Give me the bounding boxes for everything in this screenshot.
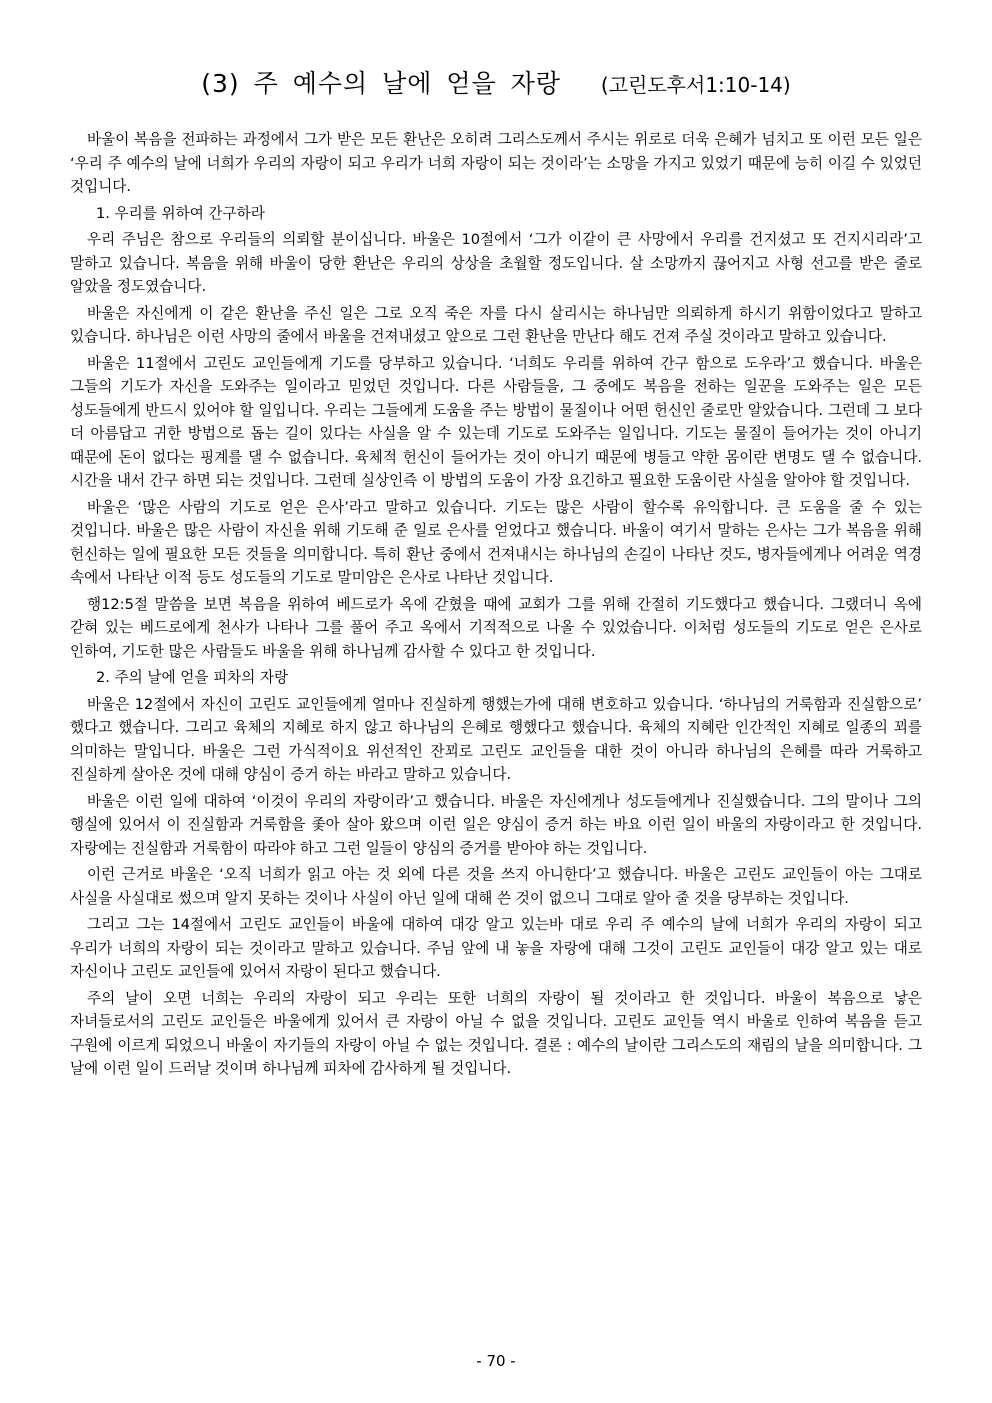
- paragraph: 바울은 자신에게 이 같은 환난을 주신 일은 그로 오직 죽은 자를 다시 살리시는 하나님만 의뢰하게 하시기 위함이었다고 말하고 있습니다. 하나님은 이런 사망의 줄에서 바울을 건져내셨고 앞으로 그런 환난을 만난다 해도 건져 주실 것이라고 말하고 있습니다.: [70, 304, 922, 345]
- paragraph: 바울은 11절에서 고린도 교인들에게 기도를 당부하고 있습니다. ‘너희도 우리를 위하여 간구 함으로 도우라’고 했습니다. 바울은 그들의 기도가 자신을 도와주는 일이라고 믿었던 것입니다. 다른 사람들을, 그 중에도 복음을 전하는 일꾼을 도와주는 일은 모든 성도들에게 반드시 있어야 할 일입니다. 우리는 그들에게 도움을 주는 방법이 물질이나 어떤 헌신인 줄로만 알았습니다. 그런데 그 보다 더 아름답고 귀한 방법으로 돕는 길이 있다는 사실을 알 수 있는데 기도로 도와주는 일입니다. 기도는 물질이 들어가는 것이 아니기 때문에 돈이 없다는 핑계를 댈 수 없습니다. 육체적 헌신이 들어가는 것이 아니기 때문에 병들고 약한 몸이란 변명도 댈 수 없습니다. 시간을 내서 간구 하면 되는 것입니다. 그런데 실상인즉 이 방법의 도움이 가장 요긴하고 필요한 도움이란 사실을 알아야 할 것입니다.: [70, 354, 922, 489]
- paragraph: 바울은 12절에서 자신이 고린도 교인들에게 얼마나 진실하게 행했는가에 대해 변호하고 있습니다. ‘하나님의 거룩함과 진실함으로’ 했다고 했습니다. 그리고 육체의 지혜로 하지 않고 하나님의 은혜로 행했다고 했습니다. 육체의 지혜란 인간적인 지혜로 일종의 꾀를 의미하는 말입니다. 바울은 그런 가식적이요 위선적인 잔꾀로 고린도 교인들을 대한 것이 아니라 하나님의 은혜를 따라 거룩하고 진실하게 살아온 것에 대해 양심이 증거 하는 바라고 말하고 있습니다.: [70, 695, 922, 783]
- paragraph: 바울은 이런 일에 대하여 ‘이것이 우리의 자랑이라’고 했습니다. 바울은 자신에게나 성도들에게나 진실했습니다. 그의 말이나 그의 행실에 있어서 이 진실함과 거룩함을 좇아 살아 왔으며 이런 일은 양심이 증거 하는 바요 이런 일이 바울의 자랑이라고 한 것입니다. 자랑에는 진실함과 거룩함이 따라야 하고 그런 일들이 양심의 증거를 받아야 하는 것입니다.: [70, 792, 922, 857]
- section-heading: 2. 주의 날에 얻을 피차의 자랑: [96, 669, 289, 686]
- page-number: - 70 -: [476, 1352, 516, 1370]
- scripture-reference: (고린도후서1:10-14): [600, 73, 791, 97]
- section-heading: 1. 우리를 위하여 간구하라: [96, 204, 265, 222]
- paragraph: 주의 날이 오면 너희는 우리의 자랑이 되고 우리는 또한 너희의 자랑이 될 것이라고 한 것입니다. 바울이 복음으로 낳은 자녀들로서의 고린도 교인들은 바울에게 있어서 큰 자랑이 아닐 수 없을 것입니다. 고린도 교인들 역시 바울로 인하여 복음을 듣고 구원에 이르게 되었으니 바울이 자기들의 자랑이 아닐 수 없는 것입니다. 결론 : 예수의 날이란 그리스도의 재림의 날을 의미합니다. 그 날에 이런 일이 드러날 것이며 하나님께 피차에 감사하게 될 것입니다.: [70, 989, 922, 1077]
- page-title: [0, 64, 992, 100]
- document-body: [70, 128, 922, 1084]
- paragraph: 이런 근거로 바울은 ‘오직 너희가 읽고 아는 것 외에 다른 것을 쓰지 아니한다’고 했습니다. 바울은 고린도 교인들이 아는 그대로 사실을 사실대로 썼으며 알지 못하는 것이나 사실이 아닌 일에 대해 쓴 것이 없으니 그대로 알아 줄 것을 당부하는 것입니다.: [70, 866, 922, 907]
- paragraph: 바울은 ‘많은 사람의 기도로 얻은 은사’라고 말하고 있습니다. 기도는 많은 사람이 할수록 유익합니다. 큰 도움을 줄 수 있는 것입니다. 바울은 많은 사람이 자신을 위해 기도해 준 일로 은사를 얻었다고 했습니다. 바울이 여기서 말하는 은사는 그가 복음을 위해 헌신하는 일에 필요한 모든 것들을 의미합니다. 특히 환난 중에서 건져내시는 하나님의 손길이 나타난 것도, 병자들에게나 어려운 역경 속에서 나타난 이적 등도 성도들의 기도로 말미암은 은사로 나타난 것입니다.: [70, 498, 922, 586]
- paragraph: 그리고 그는 14절에서 고린도 교인들이 바울에 대하여 대강 알고 있는바 대로 우리 주 예수의 날에 너희가 우리의 자랑이 되고 우리가 너희의 자랑이 되는 것이라고 말하고 있습니다. 주님 앞에 내 놓을 자랑에 대해 그것이 고린도 교인들이 대강 알고 있는 대로 자신이나 고린도 교인들에 있어서 자랑이 된다고 했습니다.: [70, 916, 922, 980]
- paragraph: 바울이 복음을 전파하는 과정에서 그가 받은 모든 환난은 오히려 그리스도께서 주시는 위로로 더욱 은혜가 넘치고 또 이런 모든 일은 ‘우리 주 예수의 날에 너희가 우리의 자랑이 되고 우리가 너희 자랑이 되는 것이라’는 소망을 가지고 있었기 때문에 능히 이길 수 있었던 것입니다.: [70, 131, 922, 195]
- paragraph: 행12:5절 말씀을 보면 복음을 위하여 베드로가 옥에 갇혔을 때에 교회가 그를 위해 간절히 기도했다고 했습니다. 그랬더니 옥에 갇혀 있는 베드로에게 천사가 나타나 그를 풀어 주고 옥에서 기적적으로 나올 수 있었습니다. 이처럼 성도들의 기도로 얻은 은사로 인하여, 기도한 많은 사람들도 바울을 위해 하나님께 감사할 수 있다고 한 것입니다.: [70, 595, 922, 660]
- title-main: (3) 주 예수의 날에 얻을 자랑: [201, 69, 561, 98]
- paragraph: 우리 주님은 참으로 우리들의 의뢰할 분이십니다. 바울은 10절에서 ‘그가 이같이 큰 사망에서 우리를 건지셨고 또 건지시리라’고 말하고 있습니다. 복음을 위해 바울이 당한 환난은 우리의 상상을 초월할 정도입니다. 살 소망까지 끊어지고 사형 선고를 받은 줄로 알았을 정도였습니다.: [70, 231, 922, 295]
